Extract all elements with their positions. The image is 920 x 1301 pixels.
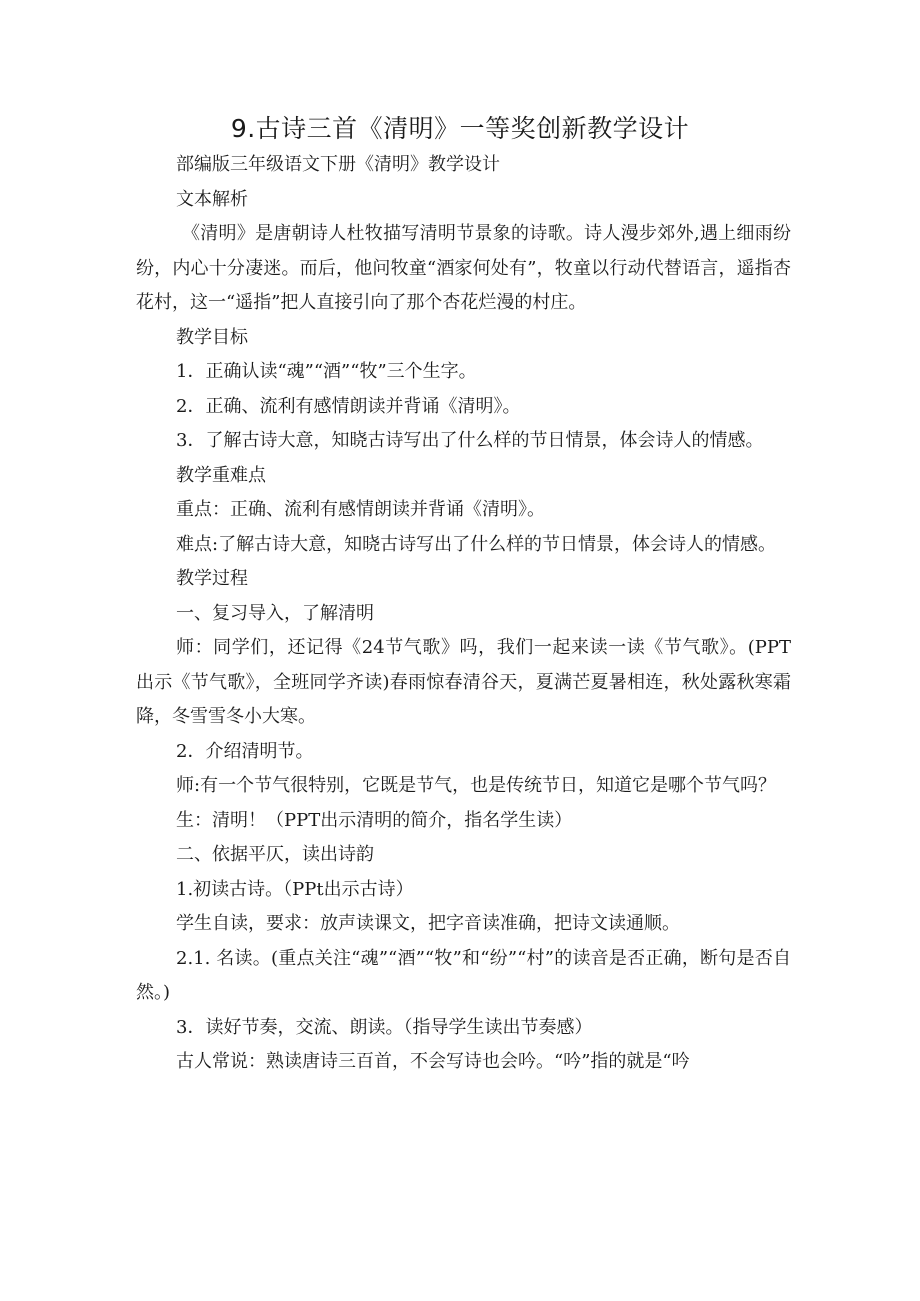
document-title: 9.古诗三首《清明》一等奖创新教学设计	[230, 114, 690, 143]
paragraph: 难点:了解古诗大意，知晓古诗写出了什么样的节日情景，体会诗人的情感。	[176, 533, 777, 555]
section-heading: 文本解析	[176, 188, 248, 210]
list-item: 1.初读古诗。（PPt出示古诗）	[176, 878, 414, 900]
document-body	[136, 148, 791, 1080]
subtitle: 部编版三年级语文下册《清明》教学设计	[176, 154, 500, 175]
section-heading: 教学过程	[176, 568, 248, 589]
paragraph: 古人常说：熟读唐诗三百首，不会写诗也会吟。“吟”指的就是“吟	[176, 1051, 690, 1072]
paragraph: 学生自读，要求：放声读课文，把字音读准确，把诗文读通顺。	[176, 913, 680, 934]
subsection-heading: 二、依据平仄，读出诗韵	[176, 844, 374, 865]
paragraph: 师：同学们，还记得《24节气歌》吗，我们一起来读一读《节气歌》。(PPT出示《节气歌》，全班同学齐读)春雨惊春清谷天，夏满芒夏暑相连，秋处露秋寒霜降，冬雪雪冬小大寒。	[136, 637, 791, 727]
list-item: 3．了解古诗大意，知晓古诗写出了什么样的节日情景，体会诗人的情感。	[176, 430, 764, 451]
list-item: 1．正确认读“魂”“酒”“牧”三个生字。	[176, 361, 477, 382]
paragraph: 生：清明！（PPT出示清明的简介，指名学生读）	[176, 809, 573, 831]
paragraph: 师:有一个节气很特别，它既是节气，也是传统节日，知道它是哪个节气吗？	[176, 775, 777, 796]
list-item: 3．读好节奏，交流、朗读。（指导学生读出节奏感）	[176, 1016, 593, 1038]
paragraph: 重点：正确、流利有感情朗读并背诵《清明》。	[176, 499, 545, 520]
subsection-heading: 一、复习导入，了解清明	[176, 602, 374, 624]
list-item: 2.1. 名读。(重点关注“魂”“酒”“牧”和“纷”“村”的读音是否正确，断句是否自然。)	[136, 947, 791, 1003]
paragraph: 《清明》是唐朝诗人杜牧描写清明节景象的诗歌。诗人漫步郊外,遇上细雨纷纷，内心十分凄迷。而后，他问牧童“酒家何处有”，牧童以行动代替语言，遥指杏花村，这一“遥指”把人直接引向了那个杏花烂漫的村庄。	[136, 223, 791, 313]
list-item: 2．正确、流利有感情朗读并背诵《清明》。	[176, 395, 521, 417]
list-item: 2．介绍清明节。	[176, 740, 314, 762]
section-heading: 教学重难点	[176, 464, 266, 486]
section-heading: 教学目标	[176, 326, 248, 348]
